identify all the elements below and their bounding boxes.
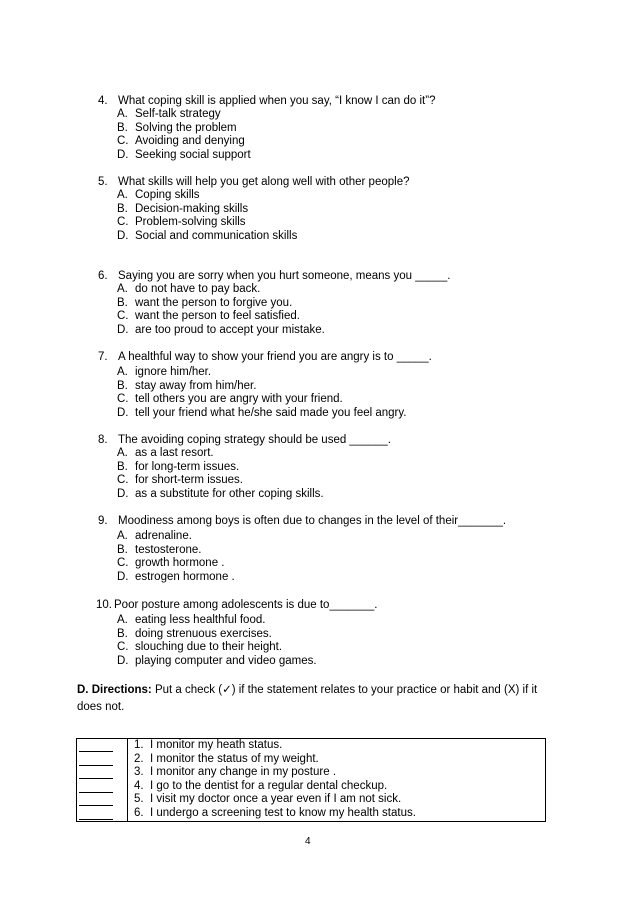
question-number: 10.: [96, 599, 112, 611]
statements-column: [128, 739, 546, 822]
question-number: 6.: [98, 270, 108, 282]
question-text: A healthful way to show your friend you are angry is to _____.: [118, 351, 432, 363]
statement-row: 2. I monitor the status of my weight.: [134, 752, 319, 765]
answer-blank[interactable]: [79, 780, 113, 793]
question-10: 10. Poor posture among adolescents is due to_______. A. eating less healthful food. B. doing strenuous exercises. C. slouching due to their height. D. playing computer and video games.: [96, 599, 378, 667]
question-number: 8.: [98, 434, 108, 446]
question-text: Moodiness among boys is often due to changes in the level of their_______.: [118, 515, 507, 527]
page-number: 4: [305, 836, 311, 847]
question-text: What coping skill is applied when you say, “I know I can do it”?: [118, 95, 436, 107]
directions-heading: D. Directions:: [77, 684, 152, 696]
checklist-table: [76, 738, 546, 822]
question-4: 4. What coping skill is applied when you say, “I know I can do it”? A. Self-talk strategy B. Solving the problem C. Avoiding and denying D. Seeking social support: [98, 95, 436, 161]
question-9: 9. Moodiness among boys is often due to changes in the level of their_______. A. adrenaline. B. testosterone. C. growth hormone . D. estrogen hormone .: [98, 515, 507, 583]
question-number: 9.: [98, 515, 108, 527]
directions: [77, 682, 547, 716]
question-text: The avoiding coping strategy should be used ______.: [118, 434, 392, 446]
question-text: Poor posture among adolescents is due to_______.: [114, 599, 378, 611]
answer-blank[interactable]: [79, 753, 113, 766]
question-8: 8. The avoiding coping strategy should be used ______. A. as a last resort. B. for long-term issues. C. for short-term issues. D. as a substitute for other coping skills.: [98, 434, 392, 500]
answer-blanks-column: [77, 739, 128, 822]
question-text: Saying you are sorry when you hurt someone, means you _____.: [118, 270, 451, 282]
question-number: 5.: [98, 176, 108, 188]
directions-text: Put a check (✓) if the statement relates to your practice or habit and (X) if it does not.: [77, 684, 538, 713]
statement-row: 1. I monitor my heath status.: [134, 739, 283, 751]
statement-row: 3. I monitor any change in my posture .: [134, 766, 337, 779]
statement-row: 5. I visit my doctor once a year even if I am not sick.: [134, 793, 402, 806]
statement-row: 4. I go to the dentist for a regular dental checkup.: [134, 779, 388, 792]
question-number: 7.: [98, 351, 108, 363]
statement-row: 6. I undergo a screening test to know my health status.: [134, 806, 416, 819]
answer-blank[interactable]: [79, 766, 113, 779]
answer-blank[interactable]: [79, 807, 113, 820]
question-number: 4.: [98, 95, 108, 107]
question-7: 7. A healthful way to show your friend you are angry is to _____. A. ignore him/her. B. stay away from him/her. C. tell others you are angry with your friend. D. tell your friend what he/she said made you feel angry.: [98, 351, 432, 419]
question-text: What skills will help you get along well with other people?: [118, 176, 410, 188]
question-6: 6. Saying you are sorry when you hurt someone, means you _____. A. do not have to pay back. B. want the person to forgive you. C. want the person to feel satisfied. D. are too proud to accept your mistake.: [98, 270, 451, 336]
answer-blank[interactable]: [79, 739, 113, 752]
question-5: 5. What skills will help you get along well with other people? A. Coping skills B. Decision-making skills C. Problem-solving skills D. Social and communication skills: [98, 176, 410, 242]
answer-blank[interactable]: [79, 793, 113, 806]
